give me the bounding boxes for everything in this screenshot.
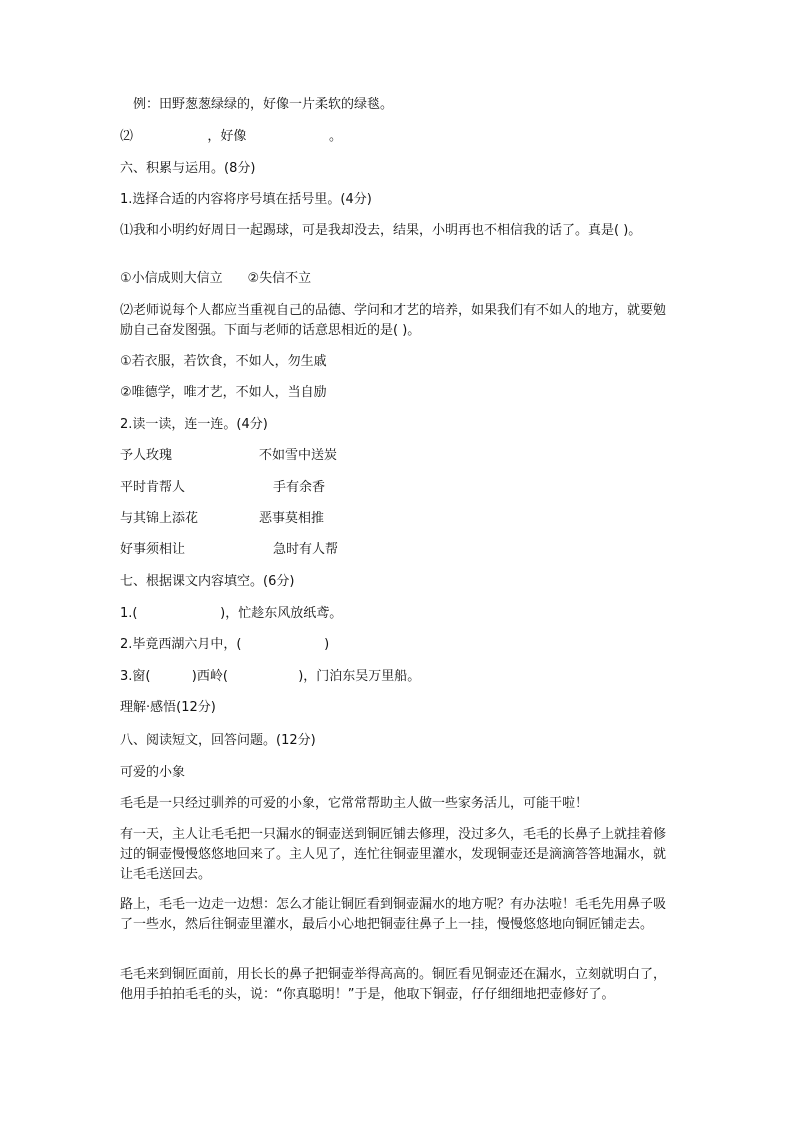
poem-fill-2: 2.毕竟西湖六月中，( ) (120, 637, 330, 652)
story-paragraph-4: 毛毛来到铜匠面前，用长长的鼻子把铜壶举得高高的。铜匠看见铜壶还在漏水，立刻就明白了，他用手拍拍毛毛的头，说：“你真聪明！”于是，他取下铜壶，仔仔细细地把壶修好了。 (120, 967, 667, 1002)
matching-row (120, 478, 680, 498)
question-1-1-text: ⑴我和小明约好周日一起踢球，可是我却没去，结果，小明再也不相信我的话了。真是( )。 (120, 223, 642, 238)
matching-row (120, 446, 680, 466)
matching-left: 与其锦上添花 (120, 511, 199, 526)
story-paragraph-2: 有一天，主人让毛毛把一只漏水的铜壶送到铜匠铺去修理，没过多久，毛毛的长鼻子上就挂着修过的铜壶慢慢悠悠地回来了。主人见了，连忙往铜壶里灌水，发现铜壶还是滴滴答答地漏水，就让毛毛送回去。 (120, 827, 667, 882)
section-7-title: 七、根据课文内容填空。(6分) (120, 574, 295, 589)
section-6-title: 六、积累与运用。(8分) (120, 161, 256, 176)
matching-row (120, 509, 680, 529)
question-1-1-options: ①小信成则大信立 ②失信不立 (120, 271, 312, 286)
question-1-title: 1.选择合适的内容将序号填在括号里。(4分) (120, 192, 372, 207)
matching-left: 好事须相让 (120, 542, 186, 557)
question-1-2-option-2: ②唯德学，唯才艺，不如人，当自励 (120, 385, 327, 400)
story-title: 可爱的小象 (120, 765, 186, 780)
poem-fill-3: 3.窗( )西岭( )，门泊东吴万里船。 (120, 669, 421, 684)
matching-row (120, 540, 680, 560)
story-paragraph-1: 毛毛是一只经过驯养的可爱的小象，它常常帮助主人做一些家务活儿，可能干啦！ (120, 796, 589, 811)
matching-right: 不如雪中送炭 (259, 448, 338, 463)
matching-left: 予人玫瑰 (120, 448, 173, 463)
matching-right: 恶事莫相推 (259, 511, 325, 526)
question-2-title: 2.读一读，连一连。(4分) (120, 417, 268, 432)
story-paragraph-3: 路上，毛毛一边走一边想：怎么才能让铜匠看到铜壶漏水的地方呢？有办法啦！毛毛先用鼻子吸了一些水，然后往铜壶里灌水，最后小心地把铜壶往鼻子上一挂，慢慢悠悠地向铜匠铺走去。 (120, 897, 667, 932)
fill-item-2: ⑵ ，好像 。 (120, 129, 343, 144)
part-title: 理解·感悟(12分) (120, 700, 216, 715)
matching-left: 平时肯帮人 (120, 480, 186, 495)
matching-right: 急时有人帮 (273, 542, 339, 557)
poem-fill-1: 1.( )，忙趁东风放纸鸢。 (120, 606, 343, 621)
matching-right: 手有余香 (273, 480, 326, 495)
example-sentence: 例：田野葱葱绿绿的，好像一片柔软的绿毯。 (133, 97, 394, 112)
question-1-2-option-1: ①若衣服，若饮食，不如人，勿生戚 (120, 354, 327, 369)
section-8-title: 八、阅读短文，回答问题。(12分) (120, 733, 316, 748)
question-1-2-text: ⑵老师说每个人都应当重视自己的品德、学问和才艺的培养，如果我们有不如人的地方，就要勉励自己奋发图强。下面与老师的话意思相近的是( )。 (120, 303, 667, 338)
